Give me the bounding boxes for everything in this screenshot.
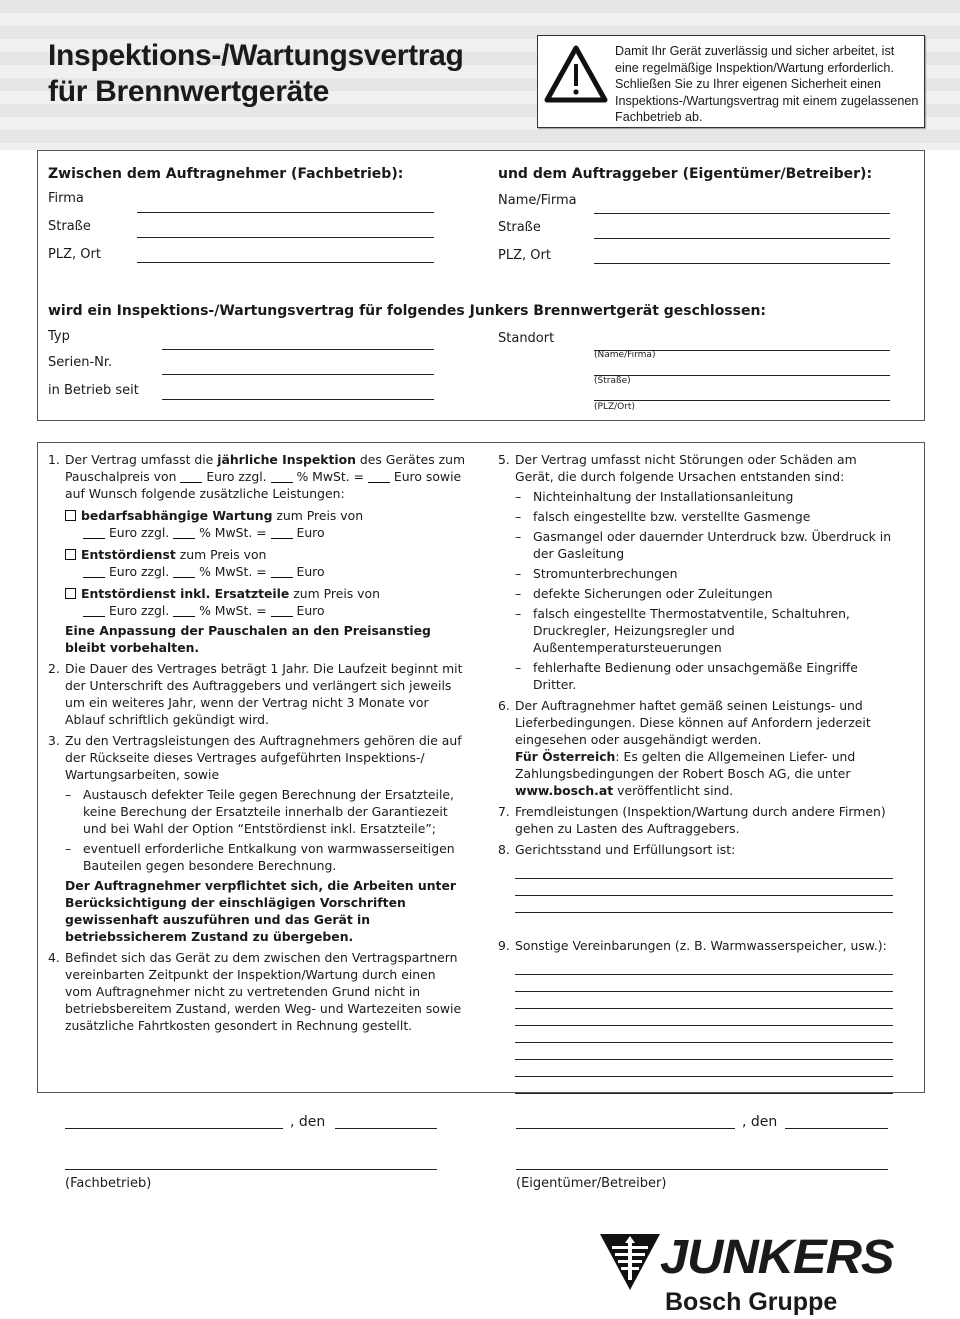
- option-line: [65, 585, 466, 602]
- location-hint: (Straße): [594, 376, 631, 386]
- type-field[interactable]: [162, 349, 434, 350]
- logo-brand: JUNKERS: [660, 1231, 894, 1284]
- blank-field[interactable]: [83, 527, 105, 539]
- location-hint: (PLZ/Ort): [594, 402, 635, 412]
- blank-field[interactable]: [180, 471, 202, 483]
- terms-right-column: [498, 451, 893, 1118]
- list-item: [65, 840, 466, 874]
- blank-line-field[interactable]: [515, 1059, 893, 1060]
- dash-bullet: –: [515, 489, 522, 504]
- terms-left-column: [48, 451, 466, 1038]
- list-item: [65, 786, 466, 837]
- warning-triangle-icon: [544, 44, 608, 104]
- list-item: [515, 488, 893, 505]
- location-label: Standort: [498, 331, 555, 346]
- junkers-emblem-icon: [600, 1234, 660, 1290]
- blank-field[interactable]: [83, 566, 105, 578]
- blank-field[interactable]: [271, 566, 293, 578]
- client-street-field[interactable]: [594, 238, 890, 239]
- option-name: Entstördienst inkl. Ersatzteile: [81, 586, 290, 601]
- option-line: [65, 507, 466, 524]
- list-item-text: Stromunterbrechungen: [533, 566, 678, 581]
- service-option: [65, 585, 466, 619]
- location-street-field[interactable]: [594, 375, 890, 376]
- field-label: Name/Firma: [498, 193, 577, 208]
- client-place-field[interactable]: [516, 1128, 735, 1129]
- term-item: [48, 949, 466, 1034]
- option-text: zum Preis von: [272, 508, 364, 523]
- dash-bullet: –: [65, 787, 72, 802]
- dash-bullet: –: [515, 509, 522, 524]
- term-number: 4.: [48, 950, 60, 965]
- term-text-segment: Für Österreich: [515, 749, 616, 764]
- term-number: 9.: [498, 938, 510, 953]
- blank-field[interactable]: [271, 527, 293, 539]
- term-text: [515, 451, 893, 485]
- term-number: 2.: [48, 661, 60, 676]
- service-option: [65, 546, 466, 580]
- dash-bullet: –: [515, 586, 522, 601]
- list-item-text: Gasmangel oder dauernder Unterdruck bzw. Überdruck in der Gasleitung: [533, 529, 892, 561]
- price-text: Euro: [292, 603, 325, 618]
- term-text-segment: Der Auftragnehmer haftet gemäß seinen Leistungs- und Lieferbedingungen. Diese können auf Anfordern jederzeit eingesehen oder ausgehändigt werden.: [515, 698, 871, 747]
- checkbox[interactable]: [65, 588, 76, 599]
- warning-text: Damit Ihr Gerät zuverlässig und sicher arbeitet, ist eine regelmäßige Inspektion/Wartung erforderlich. Schließen Sie zu Ihrer eigenen Sicherheit einen Inspektions-/Wartungsvertrag mit einem zugelassenen Fachbetrieb ab.: [615, 44, 919, 124]
- option-line: [65, 546, 466, 563]
- contractor-street-field[interactable]: [137, 237, 434, 238]
- list-item-text: fehlerhafte Bedienung oder unsachgemäße Eingriffe Dritter.: [533, 660, 858, 692]
- term-text-segment: Gerichtsstand und Erfüllungsort ist:: [515, 842, 736, 857]
- dash-bullet: –: [65, 841, 72, 856]
- checkbox[interactable]: [65, 510, 76, 521]
- dash-bullet: –: [515, 566, 522, 581]
- list-item-text: falsch eingestellte Thermostatventile, Schaltuhren, Druckregler, Heizungsregler und Außentemperatursteuerungen: [533, 606, 850, 655]
- field-label: Typ: [48, 329, 70, 344]
- parties-box: [37, 150, 925, 421]
- term-text-segment: Der Vertrag umfasst nicht Störungen oder Schäden am Gerät, die durch folgende Ursachen entstanden sind:: [515, 452, 857, 484]
- term-text: [65, 949, 466, 1034]
- term-text: [515, 803, 893, 837]
- location-hint: (Name/Firma): [594, 350, 656, 360]
- term-note: Der Auftragnehmer verpflichtet sich, die Arbeiten unter Berücksichtigung der einschlägigen Vorschriften gewissenhaft auszuführen und das Gerät in betriebssicherem Zustand zu übergeben.: [65, 878, 456, 944]
- term-text-segment: : Es gelten die Allgemeinen Liefer- und Zahlungsbedingungen der Robert Bosch AG, die unter: [515, 749, 856, 781]
- term-item: [498, 841, 893, 913]
- contractor-place-field[interactable]: [65, 1128, 283, 1129]
- contractor-heading: Zwischen dem Auftragnehmer (Fachbetrieb):: [48, 166, 404, 182]
- field-label: Straße: [498, 220, 541, 235]
- term-text-segment: des Gerätes zum Pauschalpreis von: [65, 452, 466, 484]
- field-label: PLZ, Ort: [48, 247, 101, 262]
- term-item: [498, 697, 893, 799]
- field-label: PLZ, Ort: [498, 248, 551, 263]
- term-number: 5.: [498, 452, 510, 467]
- blank-field[interactable]: [173, 605, 195, 617]
- list-item-text: falsch eingestellte bzw. verstellte Gasmenge: [533, 509, 811, 524]
- blank-field[interactable]: [271, 471, 293, 483]
- list-item: [515, 605, 893, 656]
- list-item: [515, 528, 893, 562]
- price-line: [65, 524, 466, 541]
- price-text: % MwSt. =: [195, 564, 271, 579]
- list-item-text: eventuell erforderliche Entkalkung von warmwasserseitigen Bauteilen gegen besondere Berechnung.: [83, 841, 455, 873]
- contractor-signature-field[interactable]: [65, 1169, 437, 1170]
- client-date-field[interactable]: [785, 1128, 888, 1129]
- client-signature-field[interactable]: [516, 1169, 888, 1170]
- term-note: Eine Anpassung der Pauschalen an den Preisanstieg bleibt vorbehalten.: [65, 623, 431, 655]
- blank-line-field[interactable]: [515, 991, 893, 992]
- list-item-text: Nichteinhaltung der Installationsanleitung: [533, 489, 794, 504]
- option-text: zum Preis von: [175, 547, 267, 562]
- term-text-segment: % MwSt. =: [292, 469, 368, 484]
- contractor-date-field[interactable]: [335, 1128, 437, 1129]
- device-heading: wird ein Inspektions-/Wartungsvertrag für folgendes Junkers Brennwertgerät geschlossen:: [48, 303, 767, 319]
- price-text: Euro zzgl.: [105, 525, 174, 540]
- blank-line-field[interactable]: [515, 912, 893, 913]
- term-item: [498, 451, 893, 693]
- blank-line-field[interactable]: [515, 1025, 893, 1026]
- term-text-segment: www.bosch.at: [515, 783, 614, 798]
- list-item: [515, 508, 893, 525]
- field-label: Firma: [48, 191, 84, 206]
- location-city-field[interactable]: [594, 400, 890, 401]
- contractor-city-field[interactable]: [137, 262, 434, 263]
- junkers-logo: [598, 1232, 918, 1317]
- term-item: [498, 937, 893, 1094]
- term-text-segment: Zu den Vertragsleistungen des Auftragnehmers gehören die auf der Rückseite dieses Vertrages aufgeführten Inspektions-/ Wartungsarbeiten, sowie: [65, 733, 462, 782]
- field-label: Serien-Nr.: [48, 355, 113, 370]
- list-item: [515, 659, 893, 693]
- blank-field[interactable]: [368, 471, 390, 483]
- term-item: [48, 660, 466, 728]
- list-item-text: defekte Sicherungen oder Zuleitungen: [533, 586, 773, 601]
- option-name: Entstördienst: [81, 547, 176, 562]
- warning-box: [537, 35, 925, 128]
- in-service-since-field[interactable]: [162, 399, 434, 400]
- field-label: in Betrieb seit: [48, 383, 139, 398]
- serial-field[interactable]: [162, 374, 434, 375]
- price-text: % MwSt. =: [195, 603, 271, 618]
- dash-bullet: –: [515, 660, 522, 675]
- term-item: [48, 451, 466, 656]
- blank-field[interactable]: [173, 566, 195, 578]
- term-item: [48, 732, 466, 945]
- term-text-segment: Sonstige Vereinbarungen (z. B. Warmwasserspeicher, usw.):: [515, 938, 887, 953]
- term-text: [515, 841, 893, 858]
- term-text-segment: Die Dauer des Vertrages beträgt 1 Jahr. Die Laufzeit beginnt mit der Unterschrift des Auftraggebers und verlängert sich jeweils um ein weiteres Jahr, wenn der Vertrag nicht 3 Monate vor Ablauf schriftlich gekündigt wird.: [65, 661, 463, 727]
- term-text: [65, 451, 466, 502]
- term-text: [515, 697, 893, 799]
- client-city-field[interactable]: [594, 263, 890, 264]
- client-heading: und dem Auftraggeber (Eigentümer/Betreiber):: [498, 166, 873, 182]
- price-line: [65, 563, 466, 580]
- price-line: [65, 602, 466, 619]
- blank-line-field[interactable]: [515, 1076, 893, 1077]
- logo-subtitle: Bosch Gruppe: [665, 1288, 838, 1316]
- term-text: [65, 660, 466, 728]
- price-text: % MwSt. =: [195, 525, 271, 540]
- blank-line-field[interactable]: [515, 878, 893, 879]
- checkbox[interactable]: [65, 549, 76, 560]
- term-number: 3.: [48, 733, 60, 748]
- den-label: , den: [290, 1114, 326, 1130]
- option-name: bedarfsabhängige Wartung: [81, 508, 273, 523]
- term-number: 1.: [48, 452, 60, 467]
- field-label: Straße: [48, 219, 91, 234]
- client-name-field[interactable]: [594, 213, 890, 214]
- blank-field[interactable]: [271, 605, 293, 617]
- list-item-text: Austausch defekter Teile gegen Berechnung der Ersatzteile, keine Berechung der Ersatzteile innerhalb der Garantiezeit und bei Wahl der Option “Entstördienst inkl. Ersatzteile”;: [83, 787, 454, 836]
- list-item: [515, 565, 893, 582]
- dash-bullet: –: [515, 606, 522, 621]
- term-item: [498, 803, 893, 837]
- term-text: [515, 937, 893, 954]
- contractor-firm-field[interactable]: [137, 212, 434, 213]
- page-title: Inspektions-/Wartungsvertrag für Brennwertgeräte: [48, 39, 464, 108]
- term-text: [65, 732, 466, 783]
- term-text-segment: Fremdleistungen (Inspektion/Wartung durch andere Firmen) gehen zu Lasten des Auftraggebers.: [515, 804, 886, 836]
- term-text-segment: jährliche Inspektion: [217, 452, 356, 467]
- blank-line-field[interactable]: [515, 1042, 893, 1043]
- blank-line-field[interactable]: [515, 1008, 893, 1009]
- service-option: [65, 507, 466, 541]
- dash-bullet: –: [515, 529, 522, 544]
- price-text: Euro: [292, 564, 325, 579]
- blank-line-field[interactable]: [515, 895, 893, 896]
- den-label: , den: [742, 1114, 778, 1130]
- blank-line-field[interactable]: [515, 974, 893, 975]
- price-text: Euro: [292, 525, 325, 540]
- term-text-segment: Euro zzgl.: [202, 469, 271, 484]
- list-item: [515, 585, 893, 602]
- price-text: Euro zzgl.: [105, 603, 174, 618]
- blank-field[interactable]: [83, 605, 105, 617]
- term-text-segment: Euro sowie auf Wunsch folgende zusätzliche Leistungen:: [65, 469, 462, 501]
- client-signature-label: (Eigentümer/Betreiber): [516, 1176, 667, 1191]
- contractor-signature-label: (Fachbetrieb): [65, 1176, 152, 1191]
- term-number: 7.: [498, 804, 510, 819]
- term-text-segment: Der Vertrag umfasst die: [65, 452, 218, 467]
- blank-line-field[interactable]: [515, 1093, 893, 1094]
- price-text: Euro zzgl.: [105, 564, 174, 579]
- blank-field[interactable]: [173, 527, 195, 539]
- term-text-segment: veröffentlicht sind.: [613, 783, 734, 798]
- term-number: 6.: [498, 698, 510, 713]
- option-text: zum Preis von: [289, 586, 380, 601]
- term-text-segment: Befindet sich das Gerät zu dem zwischen den Vertragspartnern vereinbarten Zeitpunkt der Inspektion/Wartung durch einen vom Auftragnehmer nicht zu vertretenden Grund nicht in betriebsbereitem Zustand, werden Weg- und Wartezeiten sowie zusätzliche Fahrtkosten gesondert in Rechnung gestellt.: [65, 950, 462, 1033]
- term-number: 8.: [498, 842, 510, 857]
